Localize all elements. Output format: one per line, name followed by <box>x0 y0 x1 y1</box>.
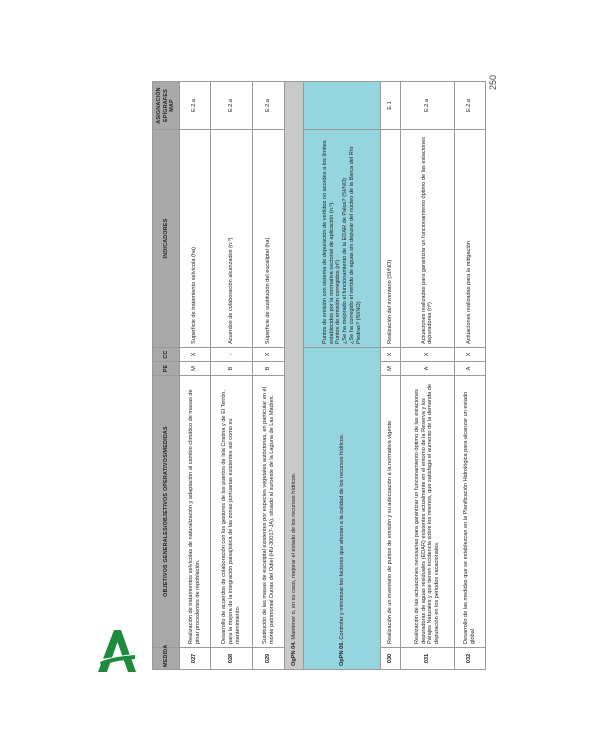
indicator-text: Realización del inventario (SI/NO) <box>387 259 394 344</box>
indicator-text: Puntos de emisión corregidos (nº) <box>335 259 342 344</box>
assignment-value: E.2.a <box>400 82 454 130</box>
assignment-value: E.2.a <box>253 82 284 130</box>
objective-text: Controlar y minimizar los factores que afectan a la calidad de los recursos hídricos. <box>338 433 345 640</box>
indicator-text: ¿Se ha mejorado el funcionamiento de la EDAR de Palos? (SI/NO) <box>342 177 349 344</box>
measure-text: Desarrollo de las medidas que se establezcan en la Planificación Hidrológica para alcanzar un estado global <box>454 376 485 648</box>
assignment-value: E.2.a <box>179 82 210 130</box>
table-row <box>454 82 485 670</box>
measure-id: 028 <box>210 648 253 670</box>
assignment-value: E.1 <box>381 82 401 130</box>
measure-id: 032 <box>454 648 485 670</box>
table-header-row <box>153 82 180 670</box>
header-objetivos: OBJETIVOS GENERALES/OBJETIVOS OPERATIVOS/MEDIDAS <box>153 376 180 648</box>
indicator-cell <box>304 130 381 348</box>
table-row <box>400 82 454 670</box>
empty-cell <box>304 82 381 130</box>
cc-value: X <box>400 348 454 362</box>
indicator-text: Actuaciones realizadas para la mitigación <box>466 241 473 344</box>
indicator-text: Superficie de sustitución del eucaliptal (ha) <box>265 237 272 344</box>
header-cc: CC <box>153 348 180 362</box>
table-row <box>381 82 401 670</box>
header-medida: MEDIDA <box>153 648 180 670</box>
pe-value: M <box>381 362 401 376</box>
page-number: 250 <box>488 74 498 90</box>
table-row <box>210 82 253 670</box>
general-objective-row <box>284 82 304 670</box>
general-objective-cell <box>284 82 304 670</box>
cc-value: X <box>179 348 210 362</box>
cc-value: - <box>210 348 253 362</box>
indicator-cell <box>179 130 210 348</box>
indicator-text: Superficie de tratamiento selvícola (ha) <box>191 246 198 344</box>
indicator-text: ¿Se ha corregido el vertido de aguas sin depurar del núcleo de la Barca del Río Piedras? (SI/NO) <box>349 146 362 344</box>
pe-value: M <box>179 362 210 376</box>
assignment-value: E.2.a <box>454 82 485 130</box>
objective-text: Mantener o, en su caso, mejorar el estado de los recursos hídricos. <box>290 472 297 640</box>
header-indicadores: INDICADORES <box>153 130 180 348</box>
pe-value: B <box>210 362 253 376</box>
pe-value: A <box>454 362 485 376</box>
indicator-cell <box>381 130 401 348</box>
indicator-text: Puntos de emisión con sistema de depuración de vertidos no acordes a los límites establecidos por la normativa sectorial de aplicación (n.º). <box>321 140 335 344</box>
operative-objective-row <box>304 82 381 670</box>
cc-value: X <box>253 348 284 362</box>
junta-andalucia-logo <box>96 628 138 674</box>
table-row <box>253 82 284 670</box>
table-row <box>179 82 210 670</box>
objective-code: OpPN 06. <box>338 641 345 666</box>
indicator-cell <box>253 130 284 348</box>
measure-id: 027 <box>179 648 210 670</box>
indicator-cell <box>454 130 485 348</box>
rotated-table-wrapper <box>152 82 486 670</box>
measure-text: Realización de tratamientos selvícolas de naturalización y adaptación al cambio climático de masas de pinar procedentes de repoblación. <box>179 376 210 648</box>
pe-value: A <box>400 362 454 376</box>
operative-objective-cell <box>304 348 381 670</box>
indicator-text: Actuaciones realizadas para garantizar un funcionamiento óptimo de las estaciones depuradoras (nº) <box>420 136 434 344</box>
objective-code: OgPN 04. <box>290 641 297 666</box>
measure-id: 030 <box>381 648 401 670</box>
measure-id: 029 <box>253 648 284 670</box>
header-pe: PE <box>153 362 180 376</box>
measure-text: Realización de un inventario de puntos de emisión y su adecuación a la normativa vigente. <box>381 376 401 648</box>
measure-text: Realización de las actuaciones necesarias para garantizar un funcionamiento óptimo de las estaciones depuradoras de aguas residuales (EDAR) existentes actualmente en el entorno de la Reserva y los Parajes Naturales y que tienen incidencia sobre los mismos, que satisfaga el aumento de la demanda de depuración en los periodos vacacionales. <box>400 376 454 648</box>
pe-value: B <box>253 362 284 376</box>
assignment-value: E.2.a <box>210 82 253 130</box>
measure-text: Desarrollo de acuerdos de colaboración con los gestores de los puertos de Isla Cristina y de El Terrón, para la mejora de la integración paisajística de las zonas portuarias existentes así como su mantenimiento. <box>210 376 253 648</box>
indicator-text: Acuerdos de colaboración alcanzados (n.º) <box>228 237 235 344</box>
indicator-cell <box>210 130 253 348</box>
cc-value: X <box>454 348 485 362</box>
measures-table <box>152 81 486 670</box>
indicator-cell <box>400 130 454 348</box>
cc-value: X <box>381 348 401 362</box>
measure-id: 031 <box>400 648 454 670</box>
header-asignacion: ASIGNACIÓN EPÍGRAFES MAP <box>153 82 180 130</box>
measure-text: Sustitución de las masas de eucaliptal existentes por especies vegetales autóctonas, en particular en el monte patrimonial Dunas del Odiel (HU-30017-JA), situado al suroeste de la Laguna de Las Madres. <box>253 376 284 648</box>
